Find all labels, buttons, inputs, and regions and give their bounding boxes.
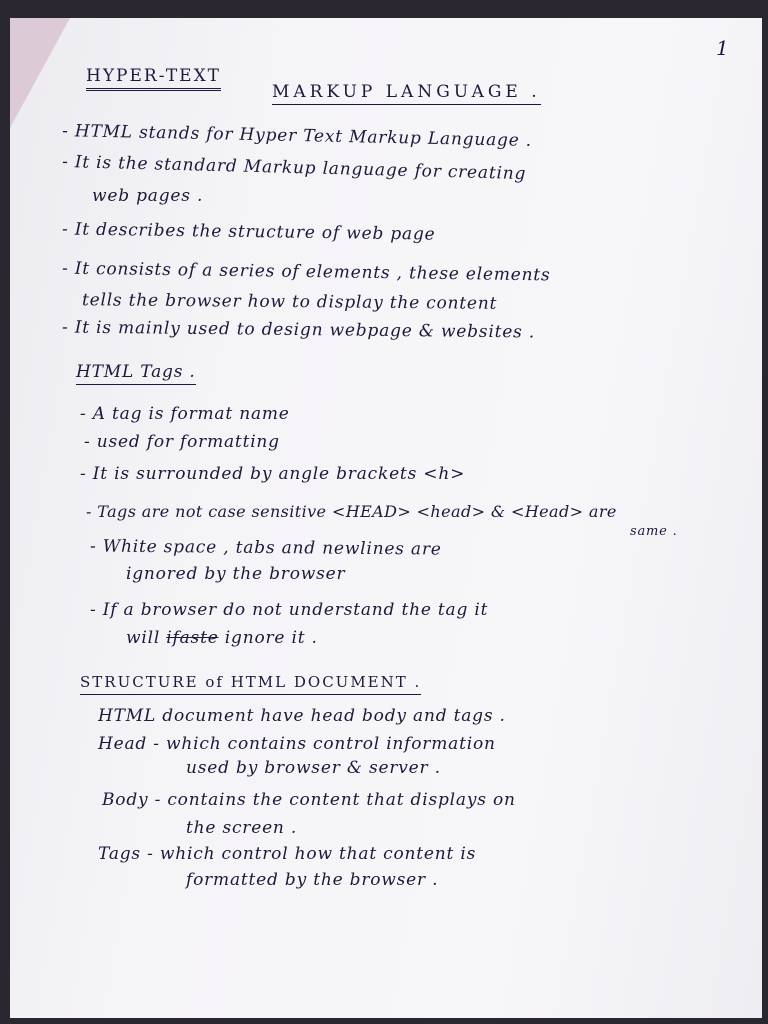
structure-heading: STRUCTURE of HTML DOCUMENT . (80, 672, 421, 695)
tags-line-7: ignored by the browser (126, 564, 346, 584)
structure-line-6: Tags - which control how that content is (98, 844, 477, 864)
title-part-1: HYPER-TEXT (86, 66, 221, 91)
intro-line-6: tells the browser how to display the content (81, 290, 498, 314)
structure-line-4: Body - contains the content that displays on (102, 790, 516, 810)
tags-line-1: - A tag is format name (80, 404, 290, 424)
tags-line-8: - If a browser do not understand the tag it (90, 600, 489, 620)
intro-line-1: - HTML stands for Hyper Text Markup Language . (61, 121, 533, 151)
tags-line-6: - White space , tabs and newlines are (89, 536, 442, 560)
page-number: 1 (716, 36, 730, 60)
intro-line-2: - It is the standard Markup language for creating (61, 151, 527, 185)
structure-line-3: used by browser & server . (186, 758, 441, 778)
tags-line-9-start: will (126, 628, 161, 648)
tags-line-3: - It is surrounded by angle brackets <h> (80, 464, 466, 484)
structure-line-5: the screen . (186, 818, 298, 838)
tags-line-4: - Tags are not case sensitive <HEAD> <head> & <Head> are (86, 502, 617, 521)
intro-line-7: - It is mainly used to design webpage & websites . (61, 317, 536, 343)
intro-line-4: - It describes the structure of web page (61, 219, 436, 245)
tags-heading: HTML Tags . (76, 362, 196, 385)
intro-line-5: - It consists of a series of elements , these elements (61, 258, 551, 286)
tags-line-5: same . (630, 524, 678, 539)
structure-line-1: HTML document have head body and tags . (98, 706, 506, 726)
tags-line-9 (126, 628, 318, 648)
notebook-page (10, 18, 762, 1018)
title-part-2: MARKUP LANGUAGE . (272, 82, 541, 105)
structure-line-7: formatted by the browser . (186, 870, 439, 890)
structure-line-2: Head - which contains control information (98, 734, 496, 754)
page-corner-shadow (10, 18, 70, 128)
crossed-out-word: ifaste (166, 628, 219, 648)
intro-line-3: web pages . (92, 186, 204, 206)
tags-line-9-end: ignore it . (224, 628, 318, 648)
tags-line-2: - used for formatting (84, 432, 280, 452)
